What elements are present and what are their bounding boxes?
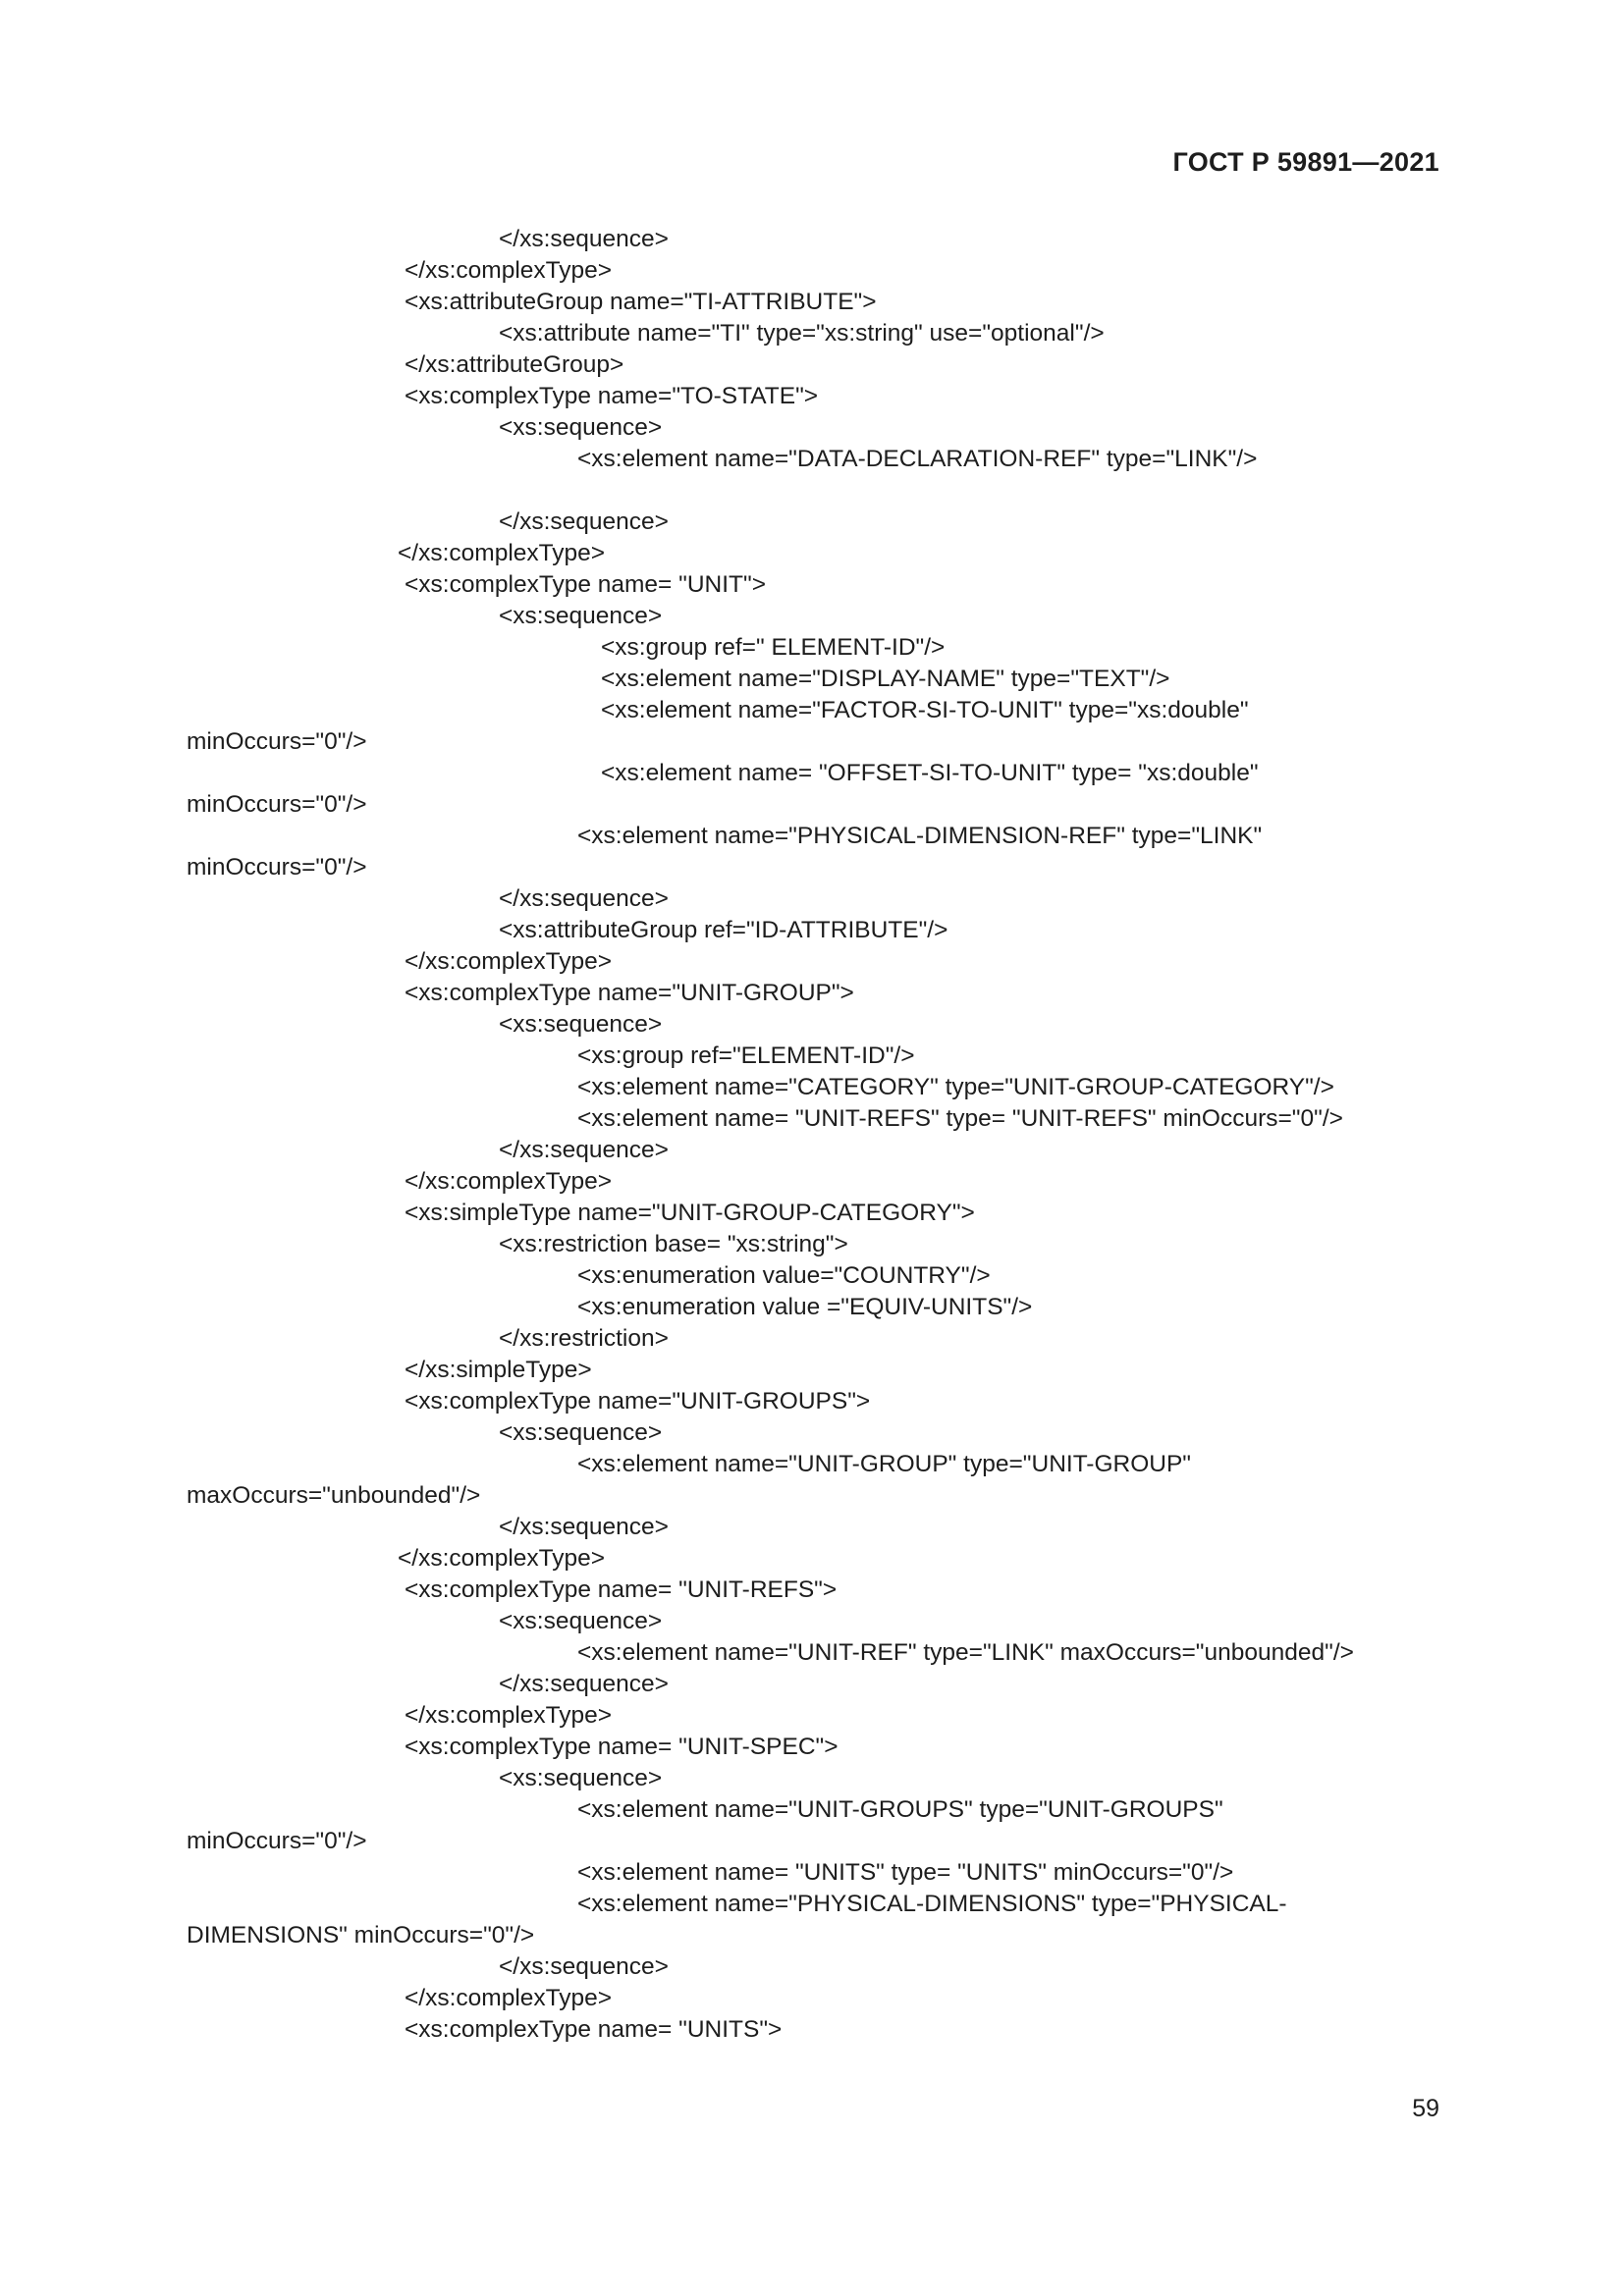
code-line: <xs:element name="DATA-DECLARATION-REF" type="LINK"/> (577, 446, 1258, 472)
code-line: DIMENSIONS" minOccurs="0"/> (187, 1922, 535, 1949)
code-line: </xs:sequence> (499, 508, 669, 535)
code-line: </xs:attributeGroup> (405, 351, 624, 378)
code-line: <xs:sequence> (499, 414, 663, 441)
code-line: <xs:complexType name= "UNIT-SPEC"> (405, 1734, 839, 1760)
code-line: <xs:sequence> (499, 603, 663, 629)
code-line: </xs:simpleType> (405, 1357, 592, 1383)
code-line: <xs:element name="PHYSICAL-DIMENSIONS" type="PHYSICAL- (577, 1891, 1287, 1917)
code-line: <xs:attributeGroup name="TI-ATTRIBUTE"> (405, 289, 877, 315)
code-line: <xs:element name="DISPLAY-NAME" type="TEXT"/> (601, 666, 1170, 692)
code-line: <xs:complexType name="UNIT-GROUP"> (405, 980, 854, 1006)
code-line: </xs:complexType> (398, 1545, 606, 1572)
code-line: maxOccurs="unbounded"/> (187, 1482, 481, 1509)
code-line: minOccurs="0"/> (187, 854, 367, 881)
code-line: <xs:complexType name="UNIT-GROUPS"> (405, 1388, 871, 1415)
code-line: <xs:complexType name="TO-STATE"> (405, 383, 819, 409)
code-line: <xs:element name= "UNITS" type= "UNITS" minOccurs="0"/> (577, 1859, 1234, 1886)
code-line: </xs:sequence> (499, 1953, 669, 1980)
code-line: </xs:complexType> (405, 1985, 613, 2011)
code-line: </xs:sequence> (499, 226, 669, 252)
code-line: <xs:enumeration value="COUNTRY"/> (577, 1262, 991, 1289)
code-line: <xs:element name="CATEGORY" type="UNIT-GROUP-CATEGORY"/> (577, 1074, 1334, 1100)
code-line: <xs:sequence> (499, 1608, 663, 1634)
code-line: </xs:sequence> (499, 1514, 669, 1540)
document-header: ГОСТ Р 59891—2021 (1172, 147, 1439, 177)
code-line: <xs:sequence> (499, 1419, 663, 1446)
code-line: <xs:complexType name= "UNIT"> (405, 571, 767, 598)
code-line: minOccurs="0"/> (187, 1828, 367, 1854)
code-line: </xs:complexType> (405, 1168, 613, 1195)
code-line: <xs:sequence> (499, 1765, 663, 1791)
code-line: </xs:complexType> (405, 1702, 613, 1729)
code-line: <xs:group ref=" ELEMENT-ID"/> (601, 634, 946, 661)
page-number: 59 (1412, 2095, 1439, 2122)
code-line: minOccurs="0"/> (187, 728, 367, 755)
code-line: <xs:element name= "UNIT-REFS" type= "UNIT-REFS" minOccurs="0"/> (577, 1105, 1343, 1132)
code-line: <xs:group ref="ELEMENT-ID"/> (577, 1042, 915, 1069)
code-line: <xs:sequence> (499, 1011, 663, 1038)
code-line: <xs:restriction base= "xs:string"> (499, 1231, 848, 1257)
code-line: <xs:element name="FACTOR-SI-TO-UNIT" type="xs:double" (601, 697, 1249, 723)
code-line: <xs:attribute name="TI" type="xs:string" use="optional"/> (499, 320, 1105, 347)
code-line: <xs:simpleType name="UNIT-GROUP-CATEGORY"> (405, 1200, 975, 1226)
code-line: <xs:element name="UNIT-GROUP" type="UNIT-GROUP" (577, 1451, 1192, 1477)
code-line: <xs:element name="PHYSICAL-DIMENSION-REF" type="LINK" (577, 823, 1263, 849)
code-line: <xs:element name="UNIT-REF" type="LINK" maxOccurs="unbounded"/> (577, 1639, 1354, 1666)
code-line: </xs:complexType> (405, 948, 613, 975)
code-line: </xs:restriction> (499, 1325, 669, 1352)
code-line: <xs:complexType name= "UNIT-REFS"> (405, 1576, 838, 1603)
code-line: <xs:element name= "OFFSET-SI-TO-UNIT" type= "xs:double" (601, 760, 1259, 786)
code-line: <xs:element name="UNIT-GROUPS" type="UNIT-GROUPS" (577, 1796, 1223, 1823)
code-line: <xs:enumeration value ="EQUIV-UNITS"/> (577, 1294, 1033, 1320)
code-line: </xs:sequence> (499, 885, 669, 912)
code-line: </xs:sequence> (499, 1671, 669, 1697)
code-line: </xs:complexType> (398, 540, 606, 566)
code-line: <xs:attributeGroup ref="ID-ATTRIBUTE"/> (499, 917, 948, 943)
code-line: <xs:complexType name= "UNITS"> (405, 2016, 783, 2043)
code-line: </xs:sequence> (499, 1137, 669, 1163)
code-line: minOccurs="0"/> (187, 791, 367, 818)
code-line: </xs:complexType> (405, 257, 613, 284)
